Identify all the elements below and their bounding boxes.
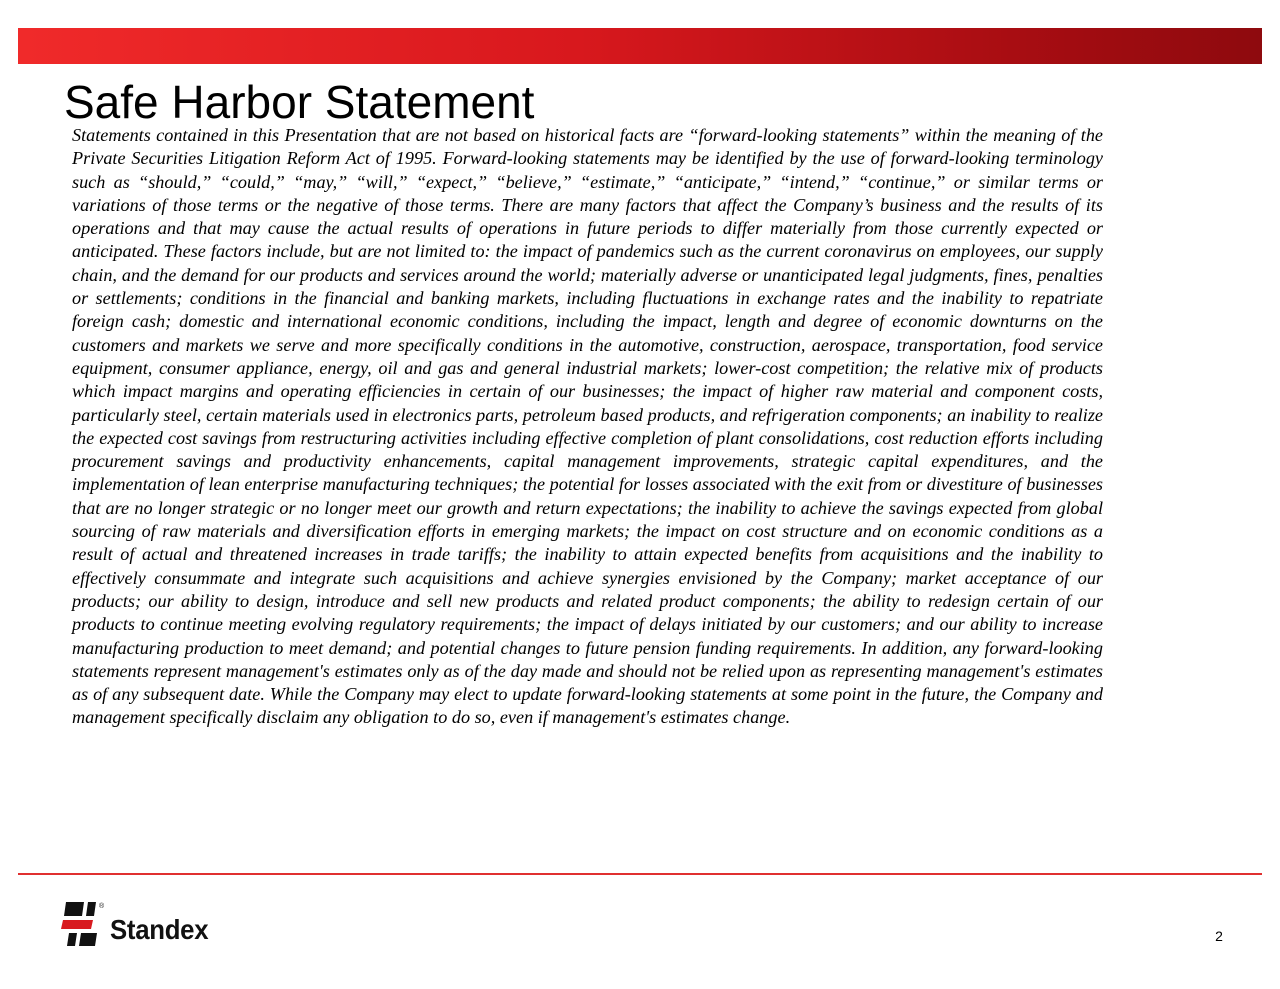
footer-divider [18, 873, 1262, 875]
safe-harbor-body: Statements contained in this Presentation that are not based on historical facts are “forward-looking statements” within the meaning of the Private Securities Litigation Reform Act of 1995. Forward-looking statements may be identified by the use of forward-looking terminology such as “should,” “could,” “may,” “will,” “expect,” “believe,” “estimate,” “anticipate,” “intend,” “continue,” or similar terms or variations of those terms or the negative of those terms. There are many factors that affect the Company’s business and the results of its operations and that may cause the actual results of operations in future periods to differ materially from those currently expected or anticipated. These factors include, but are not limited to: the impact of pandemics such as the current coronavirus on employees, our supply chain, and the demand for our products and services around the world; materially adverse or unanticipated legal judgments, fines, penalties or settlements; conditions in the financial and banking markets, including fluctuations in exchange rates and the inability to repatriate foreign cash; domestic and international economic conditions, including the impact, length and degree of economic downturns on the customers and markets we serve and more specifically conditions in the automotive, construction, aerospace, transportation, food service equipment, consumer appliance, energy, oil and gas and general industrial markets; lower-cost competition; the relative mix of products which impact margins and operating efficiencies in certain of our businesses; the impact of higher raw material and component costs, particularly steel, certain materials used in electronics parts, petroleum based products, and refrigeration components; an inability to realize the expected cost savings from restructuring activities including effective completion of plant consolidations, cost reduction efforts including procurement savings and productivity enhancements, capital management improvements, strategic capital expenditures, and the implementation of lean enterprise manufacturing techniques; the potential for losses associated with the exit from or divestiture of businesses that are no longer strategic or no longer meet our growth and return expectations; the inability to achieve the savings expected from global sourcing of raw materials and diversification efforts in emerging markets; the impact on cost structure and on economic conditions as a result of actual and threatened increases in trade tariffs; the inability to attain expected benefits from acquisitions and the inability to effectively consummate and integrate such acquisitions and achieve synergies envisioned by the Company; market acceptance of our products; our ability to design, introduce and sell new products and related product components; the ability to redesign certain of our products to continue meeting evolving regulatory requirements; the impact of delays initiated by our customers; and our ability to increase manufacturing production to meet demand; and potential changes to future pension funding requirements. In addition, any forward-looking statements represent management's estimates only as of the day made and should not be relied upon as representing management's estimates as of any subsequent date. While the Company may elect to update forward-looking statements at some point in the future, the Company and management specifically disclaim any obligation to do so, even if management's estimates change. [72, 125, 1103, 728]
standex-logo [60, 900, 235, 948]
page-number: 2 [1215, 928, 1223, 944]
registered-mark: ® [99, 903, 105, 910]
top-accent-bar [18, 28, 1262, 64]
standex-s-logo-icon [60, 900, 108, 948]
logo-wordmark: Standex [110, 914, 209, 945]
slide-title: Safe Harbor Statement [64, 76, 535, 128]
